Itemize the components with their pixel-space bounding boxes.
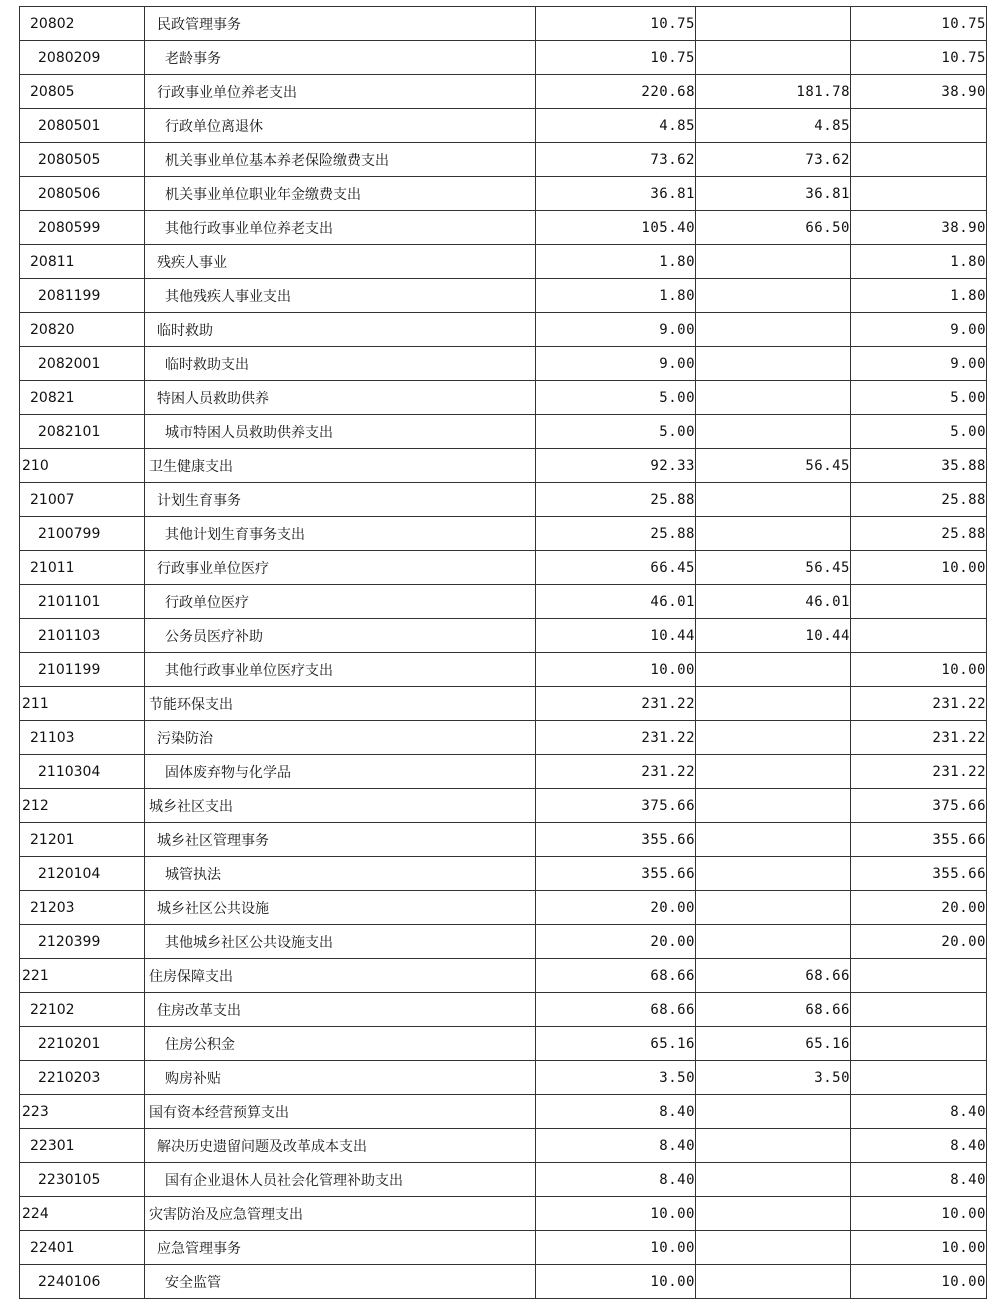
table-row: [20, 75, 987, 109]
basic-expenditure-cell: [696, 1095, 851, 1129]
total-amount-cell: 92.33: [536, 449, 696, 483]
basic-expenditure-cell: [696, 1265, 851, 1299]
subject-code-cell: 2082001: [20, 347, 145, 381]
total-amount-cell: 231.22: [536, 755, 696, 789]
table-row: [20, 823, 987, 857]
subject-code-cell: 21201: [20, 823, 145, 857]
total-amount-cell: 20.00: [536, 925, 696, 959]
table-row: [20, 1095, 987, 1129]
project-expenditure-cell: 10.75: [851, 7, 987, 41]
table-row: [20, 653, 987, 687]
total-amount-cell: 25.88: [536, 483, 696, 517]
project-expenditure-cell: 1.80: [851, 279, 987, 313]
table-row: [20, 517, 987, 551]
total-amount-cell: 73.62: [536, 143, 696, 177]
total-amount-cell: 231.22: [536, 687, 696, 721]
subject-code-cell: 2101101: [20, 585, 145, 619]
subject-name-cell: 民政管理事务: [145, 7, 536, 41]
basic-expenditure-cell: [696, 279, 851, 313]
basic-expenditure-cell: [696, 313, 851, 347]
total-amount-cell: 10.00: [536, 1231, 696, 1265]
subject-code-cell: 2082101: [20, 415, 145, 449]
total-amount-cell: 36.81: [536, 177, 696, 211]
project-expenditure-cell: 8.40: [851, 1163, 987, 1197]
basic-expenditure-cell: [696, 823, 851, 857]
basic-expenditure-cell: 181.78: [696, 75, 851, 109]
basic-expenditure-cell: 3.50: [696, 1061, 851, 1095]
table-row: [20, 1027, 987, 1061]
subject-name-cell: 临时救助支出: [145, 347, 536, 381]
basic-expenditure-cell: 56.45: [696, 551, 851, 585]
table-body: [20, 7, 987, 1299]
basic-expenditure-cell: 10.44: [696, 619, 851, 653]
table-row: [20, 177, 987, 211]
project-expenditure-cell: 35.88: [851, 449, 987, 483]
basic-expenditure-cell: [696, 653, 851, 687]
total-amount-cell: 1.80: [536, 245, 696, 279]
subject-code-cell: 21203: [20, 891, 145, 925]
subject-code-cell: 20820: [20, 313, 145, 347]
total-amount-cell: 1.80: [536, 279, 696, 313]
project-expenditure-cell: [851, 1061, 987, 1095]
project-expenditure-cell: 9.00: [851, 347, 987, 381]
basic-expenditure-cell: [696, 347, 851, 381]
subject-code-cell: 21011: [20, 551, 145, 585]
project-expenditure-cell: [851, 1027, 987, 1061]
subject-code-cell: 2100799: [20, 517, 145, 551]
table-row: [20, 313, 987, 347]
subject-name-cell: 行政事业单位医疗: [145, 551, 536, 585]
project-expenditure-cell: [851, 585, 987, 619]
project-expenditure-cell: 10.00: [851, 1265, 987, 1299]
total-amount-cell: 8.40: [536, 1095, 696, 1129]
total-amount-cell: 231.22: [536, 721, 696, 755]
total-amount-cell: 375.66: [536, 789, 696, 823]
subject-code-cell: 2080506: [20, 177, 145, 211]
subject-code-cell: 211: [20, 687, 145, 721]
table-row: [20, 143, 987, 177]
subject-name-cell: 公务员医疗补助: [145, 619, 536, 653]
basic-expenditure-cell: [696, 41, 851, 75]
table-row: [20, 687, 987, 721]
table-row: [20, 925, 987, 959]
subject-code-cell: 221: [20, 959, 145, 993]
basic-expenditure-cell: 68.66: [696, 993, 851, 1027]
table-row: [20, 1231, 987, 1265]
subject-name-cell: 机关事业单位基本养老保险缴费支出: [145, 143, 536, 177]
basic-expenditure-cell: [696, 7, 851, 41]
project-expenditure-cell: 8.40: [851, 1129, 987, 1163]
subject-name-cell: 安全监管: [145, 1265, 536, 1299]
project-expenditure-cell: 25.88: [851, 517, 987, 551]
subject-code-cell: 2210203: [20, 1061, 145, 1095]
project-expenditure-cell: [851, 959, 987, 993]
table-row: [20, 1061, 987, 1095]
subject-name-cell: 其他行政事业单位医疗支出: [145, 653, 536, 687]
subject-name-cell: 行政事业单位养老支出: [145, 75, 536, 109]
total-amount-cell: 8.40: [536, 1163, 696, 1197]
total-amount-cell: 105.40: [536, 211, 696, 245]
subject-name-cell: 计划生育事务: [145, 483, 536, 517]
basic-expenditure-cell: 65.16: [696, 1027, 851, 1061]
table-row: [20, 1265, 987, 1299]
table-row: [20, 109, 987, 143]
subject-name-cell: 解决历史遗留问题及改革成本支出: [145, 1129, 536, 1163]
subject-code-cell: 2240106: [20, 1265, 145, 1299]
project-expenditure-cell: [851, 177, 987, 211]
subject-name-cell: 行政单位离退休: [145, 109, 536, 143]
total-amount-cell: 10.75: [536, 41, 696, 75]
table-row: [20, 789, 987, 823]
subject-name-cell: 城乡社区管理事务: [145, 823, 536, 857]
subject-code-cell: 20805: [20, 75, 145, 109]
table-row: [20, 1163, 987, 1197]
subject-code-cell: 22301: [20, 1129, 145, 1163]
basic-expenditure-cell: 68.66: [696, 959, 851, 993]
basic-expenditure-cell: [696, 1129, 851, 1163]
total-amount-cell: 68.66: [536, 959, 696, 993]
subject-code-cell: 223: [20, 1095, 145, 1129]
project-expenditure-cell: 8.40: [851, 1095, 987, 1129]
total-amount-cell: 5.00: [536, 415, 696, 449]
project-expenditure-cell: 10.00: [851, 1197, 987, 1231]
table-row: [20, 279, 987, 313]
subject-name-cell: 住房改革支出: [145, 993, 536, 1027]
basic-expenditure-cell: [696, 1163, 851, 1197]
subject-code-cell: 2081199: [20, 279, 145, 313]
subject-name-cell: 残疾人事业: [145, 245, 536, 279]
subject-name-cell: 城市特困人员救助供养支出: [145, 415, 536, 449]
subject-code-cell: 2120399: [20, 925, 145, 959]
table-row: [20, 619, 987, 653]
table-row: [20, 7, 987, 41]
basic-expenditure-cell: 66.50: [696, 211, 851, 245]
table-row: [20, 891, 987, 925]
basic-expenditure-cell: [696, 1197, 851, 1231]
subject-name-cell: 住房保障支出: [145, 959, 536, 993]
total-amount-cell: 66.45: [536, 551, 696, 585]
total-amount-cell: 10.75: [536, 7, 696, 41]
subject-code-cell: 2210201: [20, 1027, 145, 1061]
subject-name-cell: 特困人员救助供养: [145, 381, 536, 415]
subject-name-cell: 住房公积金: [145, 1027, 536, 1061]
subject-name-cell: 污染防治: [145, 721, 536, 755]
subject-name-cell: 灾害防治及应急管理支出: [145, 1197, 536, 1231]
subject-code-cell: 212: [20, 789, 145, 823]
table-row: [20, 857, 987, 891]
project-expenditure-cell: [851, 993, 987, 1027]
table-row: [20, 993, 987, 1027]
total-amount-cell: 20.00: [536, 891, 696, 925]
total-amount-cell: 4.85: [536, 109, 696, 143]
subject-code-cell: 21103: [20, 721, 145, 755]
subject-name-cell: 其他残疾人事业支出: [145, 279, 536, 313]
table-row: [20, 551, 987, 585]
project-expenditure-cell: 1.80: [851, 245, 987, 279]
total-amount-cell: 10.00: [536, 1265, 696, 1299]
project-expenditure-cell: 5.00: [851, 415, 987, 449]
subject-code-cell: 2110304: [20, 755, 145, 789]
subject-name-cell: 国有资本经营预算支出: [145, 1095, 536, 1129]
project-expenditure-cell: 20.00: [851, 925, 987, 959]
total-amount-cell: 8.40: [536, 1129, 696, 1163]
basic-expenditure-cell: 4.85: [696, 109, 851, 143]
subject-code-cell: 2080501: [20, 109, 145, 143]
table-row: [20, 245, 987, 279]
basic-expenditure-cell: [696, 381, 851, 415]
subject-code-cell: 2080505: [20, 143, 145, 177]
basic-expenditure-cell: [696, 1231, 851, 1265]
table-row: [20, 211, 987, 245]
subject-name-cell: 节能环保支出: [145, 687, 536, 721]
basic-expenditure-cell: [696, 857, 851, 891]
basic-expenditure-cell: 36.81: [696, 177, 851, 211]
table-row: [20, 347, 987, 381]
subject-name-cell: 老龄事务: [145, 41, 536, 75]
table-row: [20, 1197, 987, 1231]
subject-code-cell: 2230105: [20, 1163, 145, 1197]
subject-name-cell: 其他行政事业单位养老支出: [145, 211, 536, 245]
project-expenditure-cell: 10.00: [851, 1231, 987, 1265]
basic-expenditure-cell: [696, 517, 851, 551]
subject-code-cell: 210: [20, 449, 145, 483]
total-amount-cell: 355.66: [536, 857, 696, 891]
project-expenditure-cell: 9.00: [851, 313, 987, 347]
table-row: [20, 755, 987, 789]
table-row: [20, 721, 987, 755]
project-expenditure-cell: 20.00: [851, 891, 987, 925]
subject-name-cell: 机关事业单位职业年金缴费支出: [145, 177, 536, 211]
subject-name-cell: 应急管理事务: [145, 1231, 536, 1265]
subject-name-cell: 卫生健康支出: [145, 449, 536, 483]
project-expenditure-cell: 25.88: [851, 483, 987, 517]
basic-expenditure-cell: [696, 483, 851, 517]
total-amount-cell: 355.66: [536, 823, 696, 857]
table-row: [20, 449, 987, 483]
total-amount-cell: 25.88: [536, 517, 696, 551]
basic-expenditure-cell: [696, 891, 851, 925]
project-expenditure-cell: 231.22: [851, 687, 987, 721]
subject-name-cell: 其他计划生育事务支出: [145, 517, 536, 551]
project-expenditure-cell: [851, 143, 987, 177]
subject-code-cell: 20811: [20, 245, 145, 279]
subject-code-cell: 2080209: [20, 41, 145, 75]
project-expenditure-cell: 10.75: [851, 41, 987, 75]
budget-expenditure-table: [19, 6, 987, 1299]
subject-name-cell: 城乡社区支出: [145, 789, 536, 823]
project-expenditure-cell: 10.00: [851, 653, 987, 687]
subject-code-cell: 20821: [20, 381, 145, 415]
total-amount-cell: 220.68: [536, 75, 696, 109]
project-expenditure-cell: 355.66: [851, 857, 987, 891]
total-amount-cell: 68.66: [536, 993, 696, 1027]
table-row: [20, 41, 987, 75]
subject-code-cell: 20802: [20, 7, 145, 41]
subject-code-cell: 2101199: [20, 653, 145, 687]
subject-name-cell: 临时救助: [145, 313, 536, 347]
project-expenditure-cell: 231.22: [851, 721, 987, 755]
basic-expenditure-cell: [696, 245, 851, 279]
total-amount-cell: 10.00: [536, 1197, 696, 1231]
project-expenditure-cell: 5.00: [851, 381, 987, 415]
total-amount-cell: 9.00: [536, 313, 696, 347]
table-row: [20, 483, 987, 517]
project-expenditure-cell: 38.90: [851, 211, 987, 245]
subject-name-cell: 城乡社区公共设施: [145, 891, 536, 925]
total-amount-cell: 9.00: [536, 347, 696, 381]
basic-expenditure-cell: 56.45: [696, 449, 851, 483]
subject-name-cell: 行政单位医疗: [145, 585, 536, 619]
subject-code-cell: 2080599: [20, 211, 145, 245]
basic-expenditure-cell: [696, 687, 851, 721]
total-amount-cell: 3.50: [536, 1061, 696, 1095]
total-amount-cell: 10.44: [536, 619, 696, 653]
project-expenditure-cell: 355.66: [851, 823, 987, 857]
subject-code-cell: 224: [20, 1197, 145, 1231]
subject-code-cell: 22102: [20, 993, 145, 1027]
project-expenditure-cell: [851, 619, 987, 653]
total-amount-cell: 5.00: [536, 381, 696, 415]
subject-name-cell: 国有企业退休人员社会化管理补助支出: [145, 1163, 536, 1197]
subject-name-cell: 购房补贴: [145, 1061, 536, 1095]
subject-name-cell: 其他城乡社区公共设施支出: [145, 925, 536, 959]
total-amount-cell: 46.01: [536, 585, 696, 619]
basic-expenditure-cell: [696, 789, 851, 823]
project-expenditure-cell: 231.22: [851, 755, 987, 789]
subject-code-cell: 2120104: [20, 857, 145, 891]
project-expenditure-cell: 38.90: [851, 75, 987, 109]
subject-name-cell: 固体废弃物与化学品: [145, 755, 536, 789]
subject-code-cell: 2101103: [20, 619, 145, 653]
basic-expenditure-cell: [696, 415, 851, 449]
table-row: [20, 415, 987, 449]
basic-expenditure-cell: [696, 925, 851, 959]
table-row: [20, 585, 987, 619]
subject-name-cell: 城管执法: [145, 857, 536, 891]
project-expenditure-cell: 375.66: [851, 789, 987, 823]
total-amount-cell: 10.00: [536, 653, 696, 687]
table-row: [20, 959, 987, 993]
basic-expenditure-cell: 73.62: [696, 143, 851, 177]
table-row: [20, 381, 987, 415]
subject-code-cell: 22401: [20, 1231, 145, 1265]
basic-expenditure-cell: 46.01: [696, 585, 851, 619]
table-row: [20, 1129, 987, 1163]
basic-expenditure-cell: [696, 721, 851, 755]
total-amount-cell: 65.16: [536, 1027, 696, 1061]
project-expenditure-cell: 10.00: [851, 551, 987, 585]
subject-code-cell: 21007: [20, 483, 145, 517]
project-expenditure-cell: [851, 109, 987, 143]
basic-expenditure-cell: [696, 755, 851, 789]
